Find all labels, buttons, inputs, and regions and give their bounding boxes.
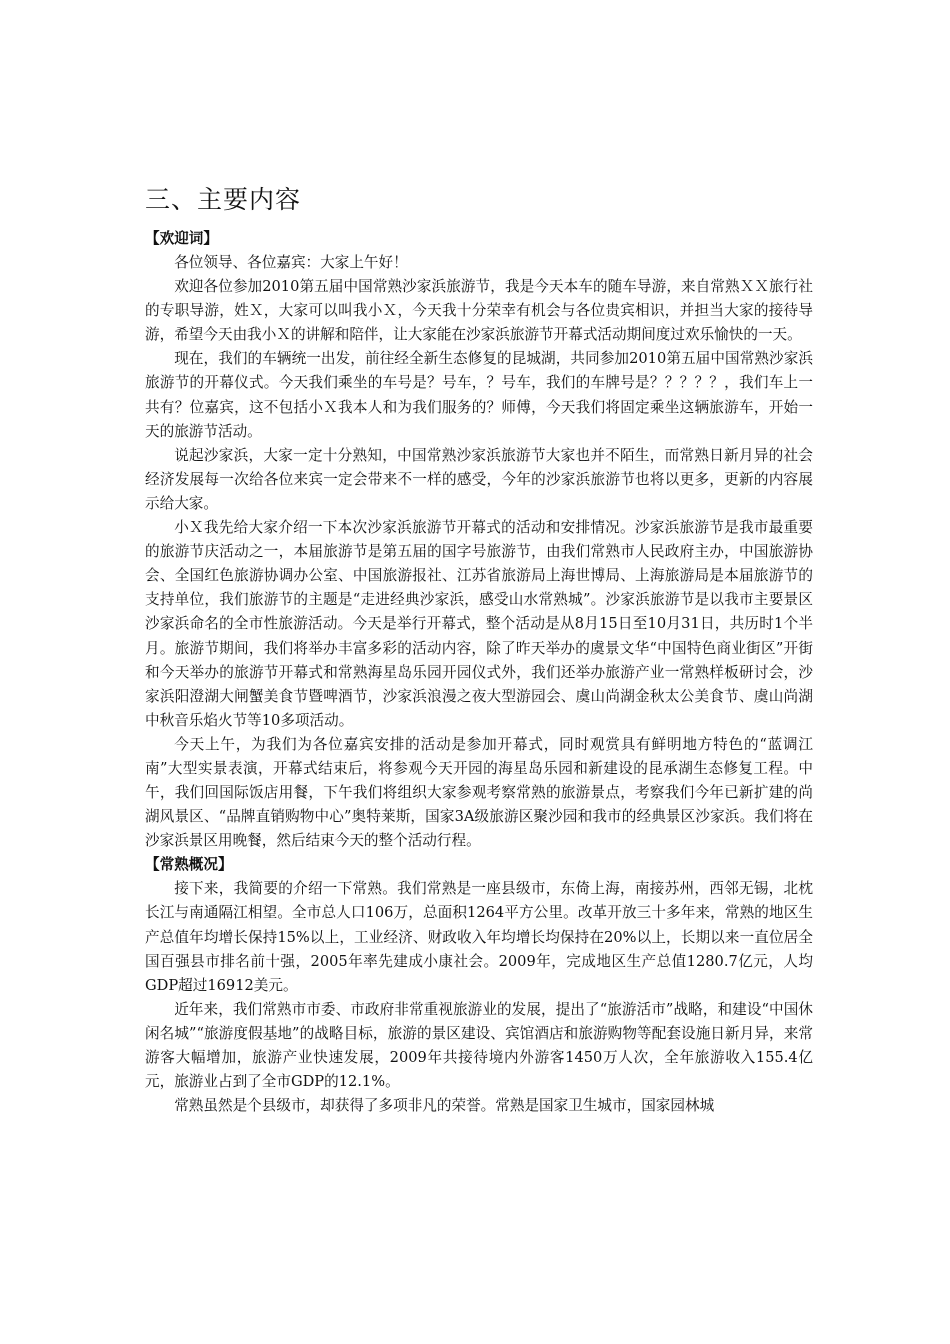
welcome-paragraph-departure: 现在，我们的车辆统一出发，前往经全新生态修复的昆城湖，共同参加2010第五届中国常熟沙家浜旅游节的开幕仪式。今天我们乘坐的车号是？号车，？号车，我们的车牌号是？？？？？，我们车上一共有？位嘉宾，这不包括小Ｘ我本人和为我们服务的？师傅，今天我们将固定乘坐这辆旅游车，开始一天的旅游节活动。	[145, 350, 813, 440]
document-body	[145, 183, 813, 1118]
welcome-paragraph-festival: 小Ｘ我先给大家介绍一下本次沙家浜旅游节开幕式的活动和安排情况。沙家浜旅游节是我市最重要的旅游节庆活动之一，本届旅游节是第五届的国字号旅游节，由我们常熟市人民政府主办，中国旅游协会、全国红色旅游协调办公室、中国旅游报社、江苏省旅游局上海世博局、上海旅游局是本届旅游节的支持单位，我们旅游节的主题是“走进经典沙家浜，感受山水常熟城”。沙家浜旅游节是以我市主要景区沙家浜命名的全市性旅游活动。今天是举行开幕式，整个活动是从8月15日至10月31日，共历时1个半月。旅游节期间，我们将举办丰富多彩的活动内容，除了昨天举办的虞景文华“中国特色商业街区”开街和今天举办的旅游节开幕式和常熟海星岛乐园开园仪式外，我们还举办旅游产业一常熟样板研讨会，沙家浜阳澄湖大闸蟹美食节暨啤酒节，沙家浜浪漫之夜大型游园会、虞山尚湖金秋太公美食节、虞山尚湖中秋音乐焰火节等10多项活动。	[145, 519, 813, 729]
welcome-paragraph-schedule: 今天上午，为我们为各位嘉宾安排的活动是参加开幕式，同时观赏具有鲜明地方特色的“蓝调江南”大型实景表演，开幕式结束后，将参观今天开园的海星岛乐园和新建设的昆承湖生态修复工程。中午，我们回国际饭店用餐，下午我们将组织大家参观考察常熟的旅游景点，考察我们今年已新扩建的尚湖风景区、“品牌直销购物中心”奥特莱斯，国家3A级旅游区聚沙园和我市的经典景区沙家浜。我们将在沙家浜景区用晚餐，然后结束今天的整个活动行程。	[145, 735, 813, 850]
overview-paragraph-tourism: 近年来，我们常熟市市委、市政府非常重视旅游业的发展，提出了“旅游活市”战略，和建设“中国休闲名城”“旅游度假基地”的战略目标，旅游的景区建设、宾馆酒店和旅游购物等配套设施日新月异，来常游客大幅增加，旅游产业快速发展，2009年共接待境内外游客1450万人次，全年旅游收入155.4亿元，旅游业占到了全市GDP的12.1%。	[145, 1000, 813, 1091]
overview-paragraph-honors: 常熟虽然是个县级市，却获得了多项非凡的荣誉。常熟是国家卫生城市，国家园林城	[174, 1097, 715, 1115]
welcome-paragraph-greeting: 各位领导、各位嘉宾：大家上午好！	[174, 254, 408, 271]
welcome-heading: 【欢迎词】	[145, 230, 218, 247]
welcome-paragraph-intro: 欢迎各位参加2010第五届中国常熟沙家浜旅游节，我是今天本车的随车导游，来自常熟ＸＸ旅行社的专职导游，姓Ｘ，大家可以叫我小Ｘ，今天我十分荣幸有机会与各位贵宾相识，并担当大家的接待导游，希望今天由我小Ｘ的讲解和陪伴，让大家能在沙家浜旅游节开幕式活动期间度过欢乐愉快的一天。	[145, 278, 813, 344]
overview-heading: 【常熟概况】	[145, 856, 233, 874]
overview-paragraph-city: 接下来，我简要的介绍一下常熟。我们常熟是一座县级市，东倚上海，南接苏州，西邻无锡，北枕长江与南通隔江相望。全市总人口106万，总面积1264平方公里。改革开放三十多年来，常熟的地区生产总值年均增长保持15%以上，工业经济、财政收入年均增长均保持在20%以上，长期以来一直位居全国百强县市排名前十强，2005年率先建成小康社会。2009年，完成地区生产总值1280.7亿元，人均GDP超过16912美元。	[145, 880, 813, 994]
welcome-paragraph-shajiabang: 说起沙家浜，大家一定十分熟知，中国常熟沙家浜旅游节大家也并不陌生，而常熟日新月异的社会经济发展每一次给各位来宾一定会带来不一样的感受，今年的沙家浜旅游节也将以更多，更新的内容展示给大家。	[145, 446, 813, 512]
section-title: 三、主要内容	[145, 185, 302, 214]
